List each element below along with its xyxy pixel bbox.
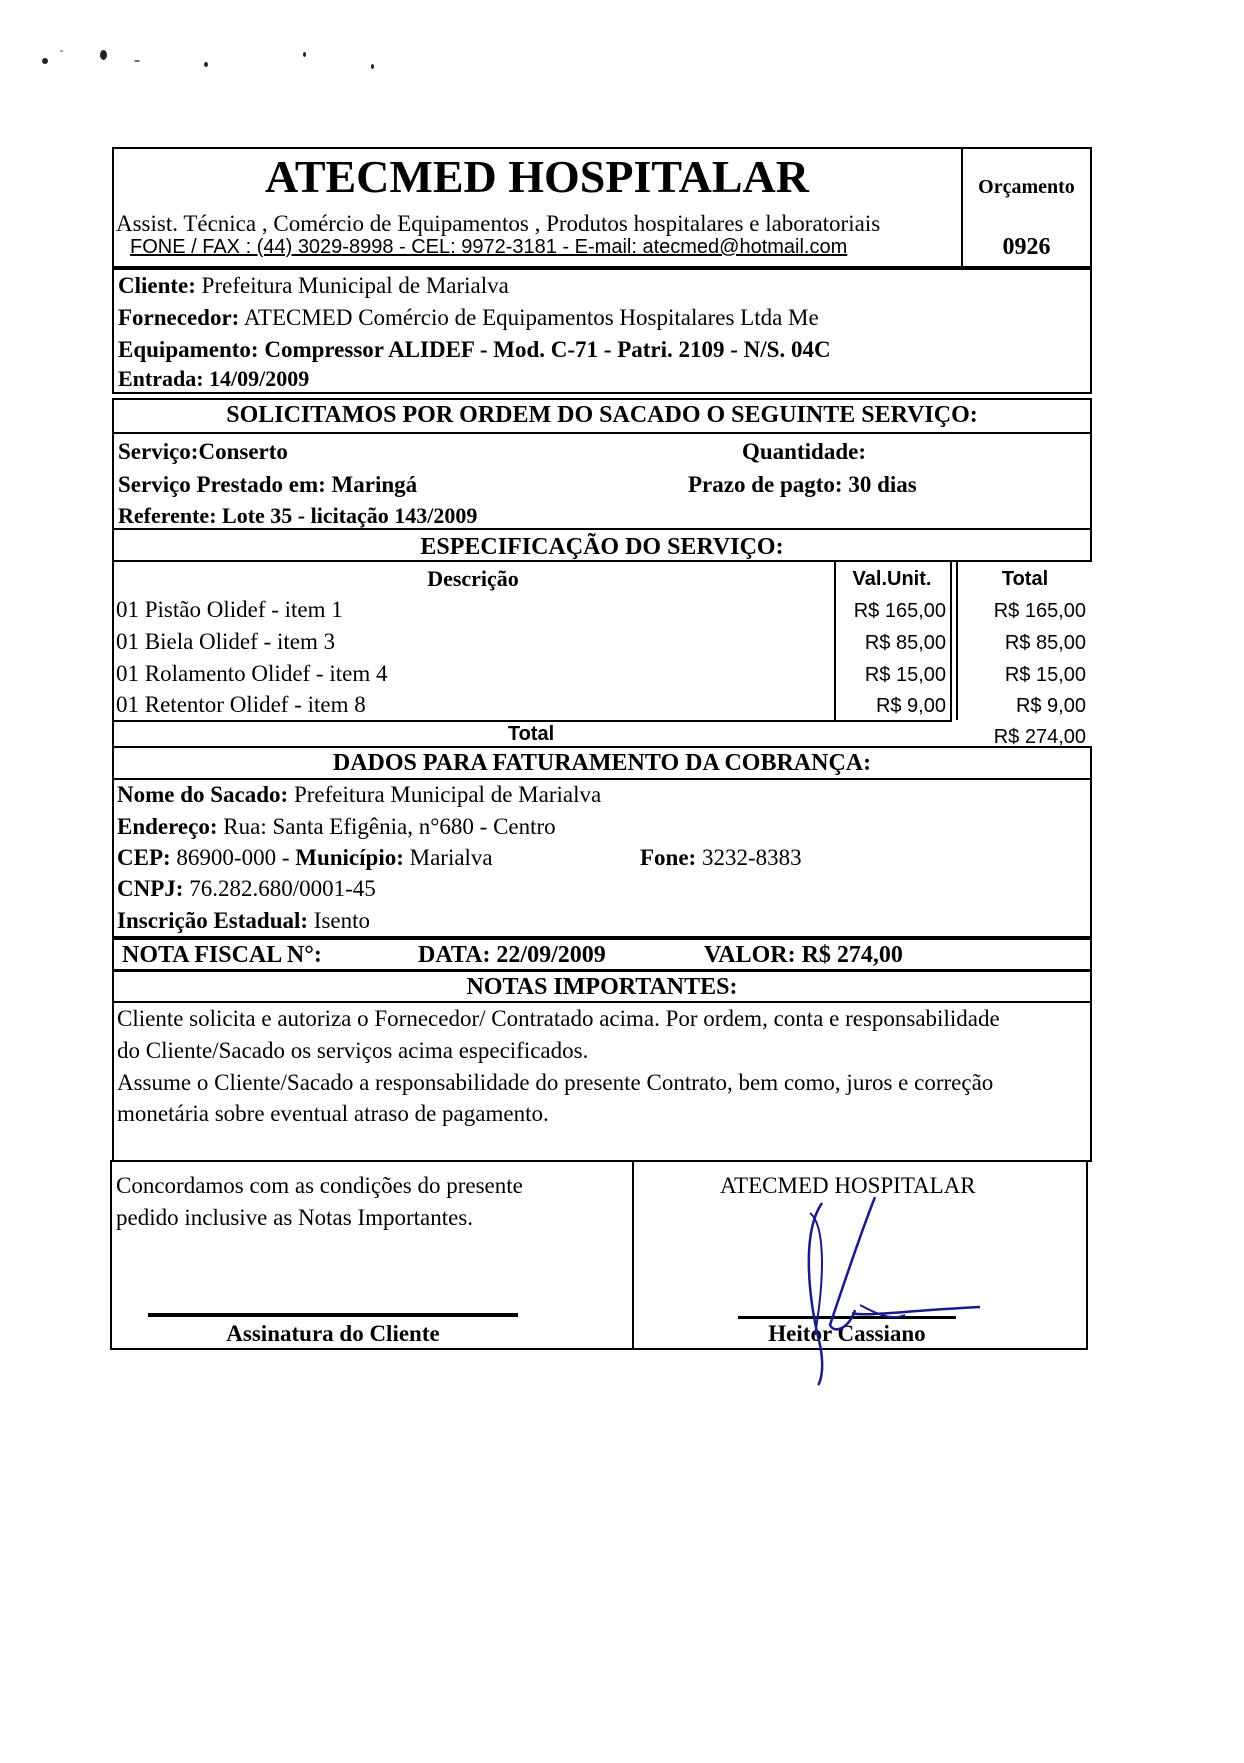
spec-heading: ESPECIFICAÇÃO DO SERVIÇO: <box>420 534 784 560</box>
valor-text: VALOR: R$ 274,00 <box>704 942 903 968</box>
ie-line <box>117 909 370 932</box>
client-signature-line <box>148 1313 518 1317</box>
col-val-unit: Val.Unit. <box>852 568 932 590</box>
fone-value: 3232-8383 <box>701 845 802 870</box>
notes-line-3: Assume o Cliente/Sacado a responsabilidade do presente Contrato, bem como, juros e correção <box>117 1070 994 1095</box>
item-total-4: R$ 9,00 <box>1015 695 1086 717</box>
spec-total-value: R$ 274,00 <box>993 726 1086 748</box>
item-total-1: R$ 165,00 <box>993 600 1086 622</box>
item-desc-3: 01 Rolamento Olidef - item 4 <box>116 661 388 686</box>
endereco-label: Endereço: <box>117 814 218 839</box>
ie-value: Isento <box>313 908 371 933</box>
spec-col-divider-2 <box>950 560 952 720</box>
signer-name: Heitor Cassiano <box>768 1321 926 1346</box>
item-total-2: R$ 85,00 <box>1004 632 1086 654</box>
entrada-line: Entrada: 14/09/2009 <box>118 366 310 391</box>
cliente-line <box>118 274 509 297</box>
cliente-label: Cliente: <box>118 273 196 298</box>
handwritten-signature <box>780 1195 1000 1390</box>
nome-sacado-line <box>117 783 601 806</box>
endereco-line <box>117 815 556 838</box>
notes-line-4: monetária sobre eventual atraso de pagamento. <box>117 1101 549 1126</box>
notes-heading-rule <box>112 1001 1092 1003</box>
cep-value: 86900-000 - <box>176 845 290 870</box>
municipio-label: Município: <box>295 845 404 870</box>
fone-line <box>640 846 802 869</box>
municipio-value: Marialva <box>409 845 493 870</box>
equipamento-line: Equipamento: Compressor ALIDEF - Mod. C-71 - Patri. 2109 - N/S. 04C <box>118 337 831 362</box>
data-text: DATA: 22/09/2009 <box>418 942 606 968</box>
fornecedor-value: ATECMED Comércio de Equipamentos Hospitalares Ltda Me <box>243 305 819 330</box>
spec-heading-rule <box>112 560 1092 562</box>
quantidade-text: Quantidade: <box>742 439 866 464</box>
spec-total-label: Total <box>507 723 555 745</box>
spec-left-border <box>112 530 114 748</box>
service-heading-rule <box>112 432 1092 434</box>
fornecedor-label: Fornecedor: <box>118 305 240 330</box>
notes-heading: NOTAS IMPORTANTES: <box>466 974 738 1000</box>
item-unit-1: R$ 165,00 <box>853 600 946 622</box>
cnpj-value: 76.282.680/0001-45 <box>189 876 376 901</box>
agree-line-2: pedido inclusive as Notas Importantes. <box>116 1205 474 1230</box>
item-desc-1: 01 Pistão Olidef - item 1 <box>116 597 343 622</box>
cnpj-line <box>117 877 376 900</box>
referente-text: Referente: Lote 35 - licitação 143/2009 <box>118 503 478 528</box>
billing-heading-rule <box>112 778 1092 780</box>
item-desc-4: 01 Retentor Olidef - item 8 <box>116 692 366 717</box>
cliente-value: Prefeitura Municipal de Marialva <box>201 273 509 298</box>
fornecedor-line <box>118 306 819 329</box>
endereco-value: Rua: Santa Efigênia, n°680 - Centro <box>223 814 556 839</box>
servico-prestado-text: Serviço Prestado em: Maringá <box>118 472 418 497</box>
item-unit-4: R$ 9,00 <box>875 695 946 717</box>
notes-line-2: do Cliente/Sacado os serviços acima especificados. <box>117 1038 589 1063</box>
spec-rows-bottom-rule <box>112 720 952 722</box>
col-descricao: Descrição <box>427 566 519 591</box>
col-total: Total <box>1001 568 1049 590</box>
orcamento-label: Orçamento <box>978 176 1075 198</box>
item-desc-2: 01 Biela Olidef - item 3 <box>116 629 336 654</box>
company-signature-title: ATECMED HOSPITALAR <box>720 1173 976 1198</box>
cep-label: CEP: <box>117 845 171 870</box>
company-tagline: Assist. Técnica , Comércio de Equipamentos , Produtos hospitalares e laboratoriais <box>116 211 881 236</box>
item-unit-2: R$ 85,00 <box>864 632 946 654</box>
fone-label: Fone: <box>640 845 697 870</box>
orcamento-number: 0926 <box>1002 234 1051 260</box>
cep-line <box>117 846 493 869</box>
ie-label: Inscrição Estadual: <box>117 908 309 933</box>
company-contacts: FONE / FAX : (44) 3029-8998 - CEL: 9972-3181 - E-mail: atecmed@hotmail.com <box>130 236 848 258</box>
company-title: ATECMED HOSPITALAR <box>265 151 809 202</box>
nota-fiscal-text: NOTA FISCAL N°: <box>122 942 322 968</box>
prazo-text: Prazo de pagto: 30 dias <box>688 472 917 497</box>
client-signature-label: Assinatura do Cliente <box>226 1321 440 1346</box>
item-unit-3: R$ 15,00 <box>864 664 946 686</box>
nome-sacado-value: Prefeitura Municipal de Marialva <box>293 782 602 807</box>
item-total-3: R$ 15,00 <box>1004 664 1086 686</box>
billing-heading: DADOS PARA FATURAMENTO DA COBRANÇA: <box>332 750 872 776</box>
servico-text: Serviço:Conserto <box>118 439 288 464</box>
cnpj-label: CNPJ: <box>117 876 184 901</box>
agree-line-1: Concordamos com as condições do presente <box>116 1173 523 1198</box>
nome-sacado-label: Nome do Sacado: <box>117 782 289 807</box>
notes-line-1: Cliente solicita e autoriza o Fornecedor/ Contratado acima. Por ordem, conta e responsabilidade <box>117 1006 1000 1031</box>
signatures-divider <box>632 1160 634 1350</box>
service-heading: SOLICITAMOS POR ORDEM DO SACADO O SEGUINTE SERVIÇO: <box>226 402 978 428</box>
